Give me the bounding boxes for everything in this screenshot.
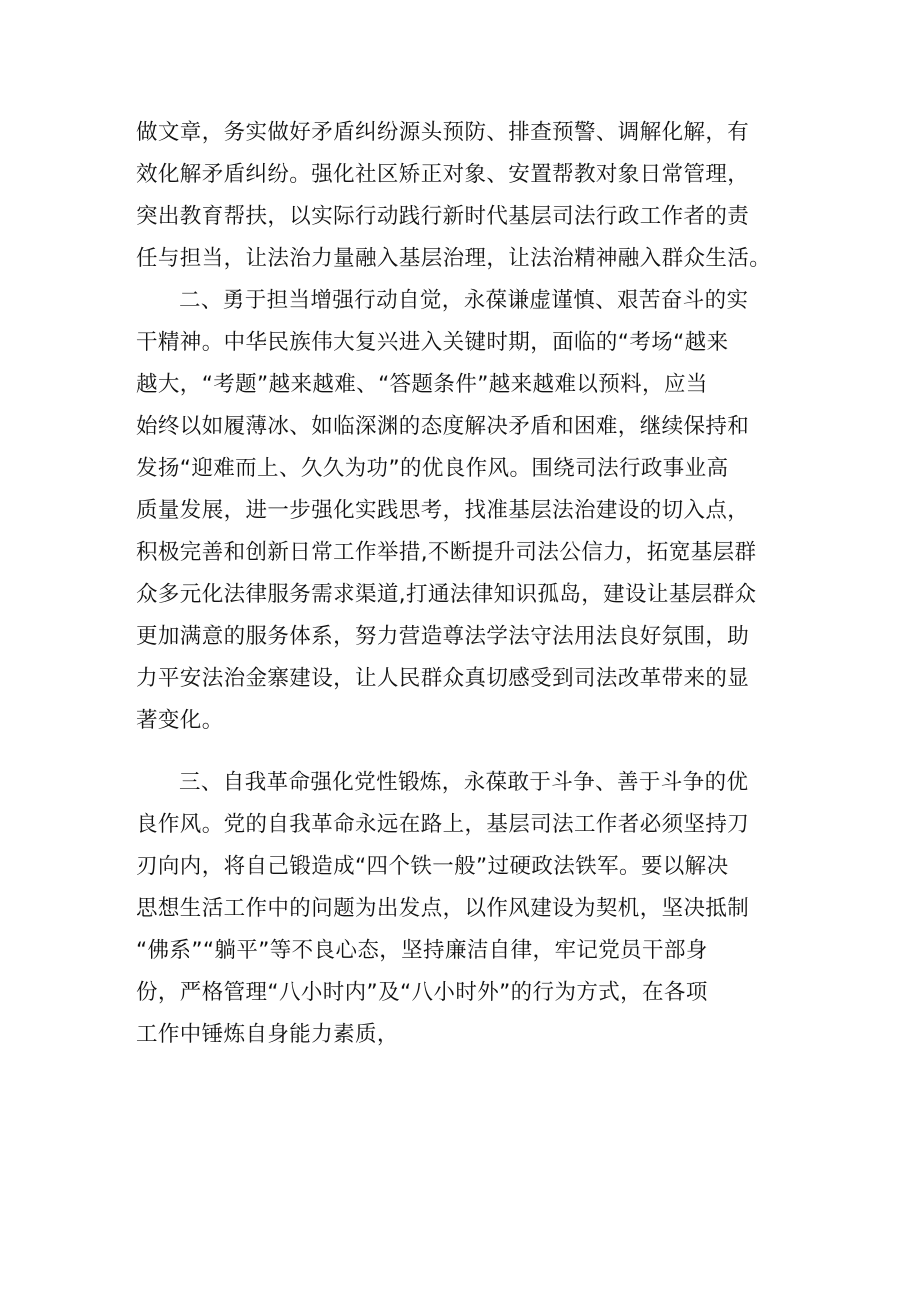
text-line: 效化解矛盾纠纷。强化社区矫正对象、安置帮教对象日常管理，	[136, 162, 750, 187]
text-line: 始终以如履薄冰、如临深渊的态度解决矛盾和困难，继续保持和	[136, 414, 750, 439]
text-line: 三、自我革命强化党性锻炼，永葆敢于斗争、善于斗争的优	[179, 770, 749, 795]
text-line: 干精神。中华民族伟大复兴进入关键时期，面临的“考场“越来	[136, 330, 729, 355]
text-line: 刃向内，将自己锻造成“四个铁一般”过硬政法铁军。要以解决	[136, 854, 729, 879]
text-line: “佛系”“躺平”等不良心态，坚持廉洁自律，牢记党员干部身	[136, 938, 708, 963]
text-line: 工作中锤炼自身能力素质，	[136, 1022, 399, 1047]
text-line: 良作风。党的自我革命永远在路上，基层司法工作者必须坚持刀	[136, 812, 750, 837]
paragraph-section-two	[136, 280, 816, 742]
text-line: 做文章，务实做好矛盾纠纷源头预防、排查预警、调解化解，有	[136, 120, 750, 145]
document-body	[136, 112, 816, 1056]
text-line: 份，严格管理“八小时内”及“八小时外”的行为方式，在各项	[136, 980, 708, 1005]
text-line: 任与担当，让法治力量融入基层治理，让法治精神融入群众生活。	[136, 246, 772, 271]
text-line: 思想生活工作中的问题为出发点，以作风建设为契机，坚决抵制	[136, 896, 750, 921]
text-line: 质量发展，进一步强化实践思考，找准基层法治建设的切入点，	[136, 498, 750, 523]
paragraph-section-three	[136, 762, 816, 1056]
paragraph-spacer	[136, 742, 816, 762]
paragraph-continuation	[136, 112, 816, 280]
text-line: 突出教育帮扶，以实际行动践行新时代基层司法行政工作者的责	[136, 204, 750, 229]
text-line: 二、勇于担当增强行动自觉，永葆谦虚谨慎、艰苦奋斗的实	[179, 288, 749, 313]
text-line: 积极完善和创新日常工作举措,不断提升司法公信力，拓宽基层群	[136, 540, 757, 565]
text-line: 著变化。	[136, 708, 224, 733]
text-line: 力平安法治金寨建设，让人民群众真切感受到司法改革带来的显	[136, 666, 750, 691]
text-line: 发扬“迎难而上、久久为功”的优良作风。围绕司法行政事业高	[136, 456, 729, 481]
text-line: 越大，“考题”越来越难、“答题条件”越来越难以预料，应当	[136, 372, 708, 397]
text-line: 众多元化法律服务需求渠道,打通法律知识孤岛，建设让基层群众	[136, 582, 757, 607]
text-line: 更加满意的服务体系，努力营造尊法学法守法用法良好氛围，助	[136, 624, 750, 649]
